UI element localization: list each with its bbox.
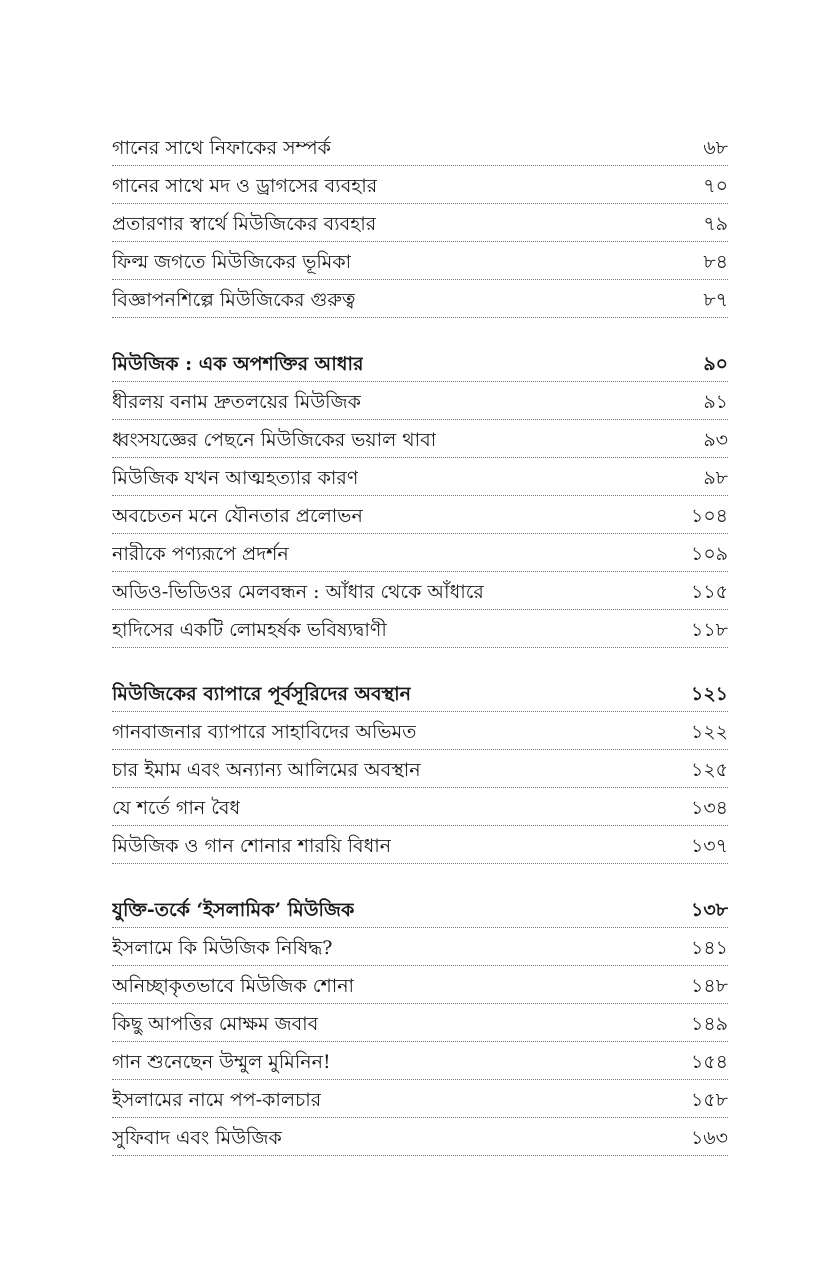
toc-chapter-title: মিউজিক : এক অপশক্তির আধার [112,353,364,375]
toc-entry[interactable] [112,128,728,166]
toc-entry-title: যে শর্তে গান বৈধ [112,797,241,819]
toc-entry-page: ৮৭ [703,289,728,311]
toc-entry[interactable] [112,966,728,1004]
toc-section [112,890,728,1156]
toc-entry[interactable] [112,1118,728,1156]
toc-chapter-title: মিউজিকের ব্যাপারে পূর্বসূরিদের অবস্থান [112,683,411,705]
toc-entry-page: ৯৩ [703,429,728,451]
toc-entry-title: অনিচ্ছাকৃতভাবে মিউজিক শোনা [112,975,355,997]
toc-entry-page: ১২৫ [690,759,728,781]
toc-entry[interactable] [112,826,728,864]
toc-entry[interactable] [112,572,728,610]
toc-entry-title: ইসলামের নামে পপ-কালচার [112,1089,322,1111]
toc-entry[interactable] [112,750,728,788]
toc-entry[interactable] [112,242,728,280]
toc-entry[interactable] [112,382,728,420]
toc-chapter-page: ১৩৮ [690,899,728,921]
toc-entry[interactable] [112,928,728,966]
toc-entry-title: চার ইমাম এবং অন্যান্য আলিমের অবস্থান [112,759,421,781]
toc-entry-title: গানবাজনার ব্যাপারে সাহাবিদের অভিমত [112,721,417,743]
toc-chapter-page: ১২১ [690,683,728,705]
toc-entry-page: ১১৮ [691,619,728,641]
toc-entry-page: ১৩৭ [690,835,728,857]
toc-entry-page: ১৪৯ [691,1013,728,1035]
toc-chapter-page: ৯০ [703,353,728,375]
toc-entry[interactable] [112,788,728,826]
toc-entry-title: বিজ্ঞাপনশিল্পে মিউজিকের গুরুত্ব [112,289,356,311]
toc-entry-page: ১৩৪ [690,797,728,819]
toc-entry[interactable] [112,280,728,318]
toc-entry-page: ১৪৮ [691,975,728,997]
toc-entry-page: ৯১ [703,391,728,413]
toc-entry-page: ১০৪ [690,505,728,527]
toc-entry[interactable] [112,496,728,534]
toc-section [112,674,728,864]
toc-entry-title: ফিল্ম জগতে মিউজিকের ভূমিকা [112,251,352,273]
toc-entry-page: ৯৮ [703,467,728,489]
toc-entry-title: কিছু আপত্তির মোক্ষম জবাব [112,1013,319,1035]
toc-entry-page: ১০৯ [690,543,728,565]
toc-entry-page: ১৫৮ [691,1089,728,1111]
toc-chapter-heading[interactable] [112,344,728,382]
toc-entry[interactable] [112,1042,728,1080]
toc-entry[interactable] [112,1080,728,1118]
toc-entry-page: ১৫৪ [691,1051,728,1073]
toc-entry-title: অডিও-ভিডিওর মেলবন্ধন : আঁধার থেকে আঁধারে [112,581,484,603]
toc-entry[interactable] [112,534,728,572]
toc-entry[interactable] [112,204,728,242]
toc-chapter-title: যুক্তি-তর্কে ‘ইসলামিক’ মিউজিক [112,899,355,921]
toc-entry-page: ১৬৩ [690,1127,728,1149]
toc-entry[interactable] [112,420,728,458]
toc-entry-title: গানের সাথে মদ ও ড্রাগসের ব্যবহার [112,175,378,197]
toc-entry-page: ১২২ [690,721,728,743]
toc-entry-title: ইসলামে কি মিউজিক নিষিদ্ধ? [112,937,333,959]
toc-entry[interactable] [112,1004,728,1042]
toc-entry-title: ধ্বংসযজ্ঞের পেছনে মিউজিকের ভয়াল থাবা [112,429,437,451]
toc-entry-title: হাদিসের একটি লোমহর্ষক ভবিষ্যদ্বাণী [112,619,387,641]
toc-section [112,128,728,318]
table-of-contents [112,128,728,1182]
toc-entry[interactable] [112,610,728,648]
toc-entry-title: নারীকে পণ্যরূপে প্রদর্শন [112,543,289,565]
toc-entry-page: ৬৮ [703,137,728,159]
toc-entry-title: গানের সাথে নিফাকের সম্পর্ক [112,137,331,159]
toc-chapter-heading[interactable] [112,674,728,712]
toc-entry[interactable] [112,458,728,496]
toc-entry[interactable] [112,166,728,204]
toc-entry-title: সুফিবাদ এবং মিউজিক [112,1127,282,1149]
toc-section [112,344,728,648]
toc-chapter-heading[interactable] [112,890,728,928]
toc-entry-title: অবচেতন মনে যৌনতার প্রলোভন [112,505,363,527]
toc-entry[interactable] [112,712,728,750]
toc-entry-page: ৭৯ [703,213,728,235]
toc-entry-title: প্রতারণার স্বার্থে মিউজিকের ব্যবহার [112,213,377,235]
toc-entry-page: ৭০ [703,175,728,197]
toc-entry-title: মিউজিক ও গান শোনার শারয়ি বিধান [112,835,392,857]
toc-entry-page: ৮৪ [703,251,728,273]
toc-entry-page: ১৪১ [691,937,728,959]
toc-entry-title: গান শুনেছেন উম্মুল মুমিনিন! [112,1051,331,1073]
toc-entry-page: ১১৫ [691,581,728,603]
toc-entry-title: ধীরলয় বনাম দ্রুতলয়ের মিউজিক [112,391,361,413]
toc-entry-title: মিউজিক যখন আত্মহত্যার কারণ [112,467,359,489]
